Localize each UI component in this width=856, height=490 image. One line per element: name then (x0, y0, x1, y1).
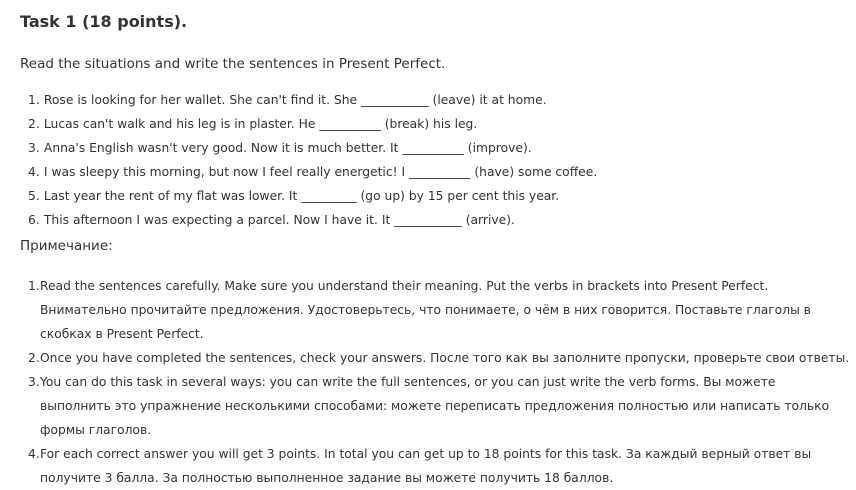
note-item-3 (20, 370, 850, 442)
note-list (20, 274, 856, 490)
exercise-item-6 (20, 208, 856, 232)
exercise-number: 3. (28, 141, 40, 155)
exercise-item-1 (20, 88, 856, 112)
exercise-number: 5. (28, 189, 40, 203)
exercise-text: Last year the rent of my flat was lower. It _________ (go up) by 15 per cent this year. (43, 189, 560, 203)
task-instructions: Read the situations and write the sentences in Present Perfect. (20, 56, 446, 72)
exercise-number: 4. (28, 165, 40, 179)
exercise-item-5 (20, 184, 856, 208)
note-text: You can do this task in several ways: you can write the full sentences, or you can just write the verb forms. Вы можете выполнить это упражнение несколькими способами: можете переписать предложения полностью или написать только формы глаголов. (40, 375, 830, 437)
exercise-item-2 (20, 112, 856, 136)
exercise-text: This afternoon I was expecting a parcel. Now I have it. It ___________ (arrive). (43, 213, 515, 227)
note-text: Once you have completed the sentences, check your answers. После того как вы заполните пропуски, проверьте свои ответы. (40, 351, 850, 365)
exercise-text: Anna's English wasn't very good. Now it is much better. It __________ (improve). (43, 141, 532, 155)
note-number: 1. (28, 279, 40, 293)
note-number: 3. (28, 375, 40, 389)
note-item-1 (20, 274, 850, 346)
exercise-item-4 (20, 160, 856, 184)
note-item-2 (20, 346, 850, 370)
exercise-text: Lucas can't walk and his leg is in plaster. He __________ (break) his leg. (43, 117, 478, 131)
exercise-item-3 (20, 136, 856, 160)
exercise-number: 6. (28, 213, 40, 227)
note-number: 2. (28, 351, 40, 365)
note-item-4 (20, 442, 850, 490)
exercise-number: 1. (28, 93, 40, 107)
note-number: 4. (28, 447, 40, 461)
task-title: Task 1 (18 points). (20, 12, 188, 31)
exercise-list (20, 88, 856, 232)
note-text: Read the sentences carefully. Make sure you understand their meaning. Put the verbs in brackets into Present Perfect. Внимательно прочитайте предложения. Удостоверьтесь, что понимаете, о чём в них говорится. Поставьте глаголы в скобках в Present Perfect. (40, 279, 811, 341)
note-heading: Примечание: (20, 238, 113, 254)
exercise-number: 2. (28, 117, 40, 131)
exercise-text: Rose is looking for her wallet. She can't find it. She ___________ (leave) it at home. (43, 93, 547, 107)
exercise-text: I was sleepy this morning, but now I feel really energetic! I __________ (have) some coffee. (43, 165, 598, 179)
note-text: For each correct answer you will get 3 points. In total you can get up to 18 points for this task. За каждый верный ответ вы получите 3 балла. За полностью выполненное задание вы можете получить 18 баллов. (40, 447, 812, 485)
